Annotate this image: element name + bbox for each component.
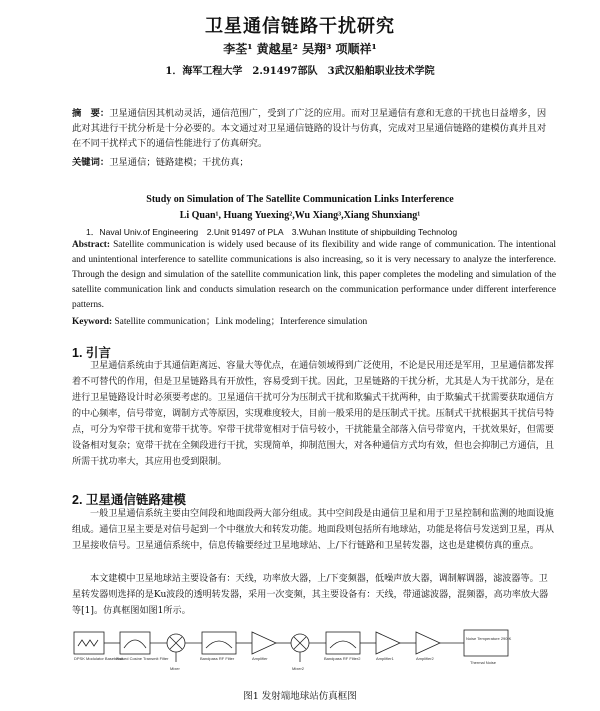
abstract-cn-text: 卫星通信因其机动灵活，通信范围广，受到了广泛的应用。而对卫星通信有意和无意的干扰也日益增多，因此对其进行干扰分析是十分必要的。本文通过对卫星通信链路的设计与仿真，完成对卫星通信链路的建模仿真并且对在不同干扰样式下的通信性能进行了仿真研究。 (72, 108, 547, 149)
label-noise-temperature: Noise Temperature 290 K (466, 636, 512, 641)
block-amplifier1 (376, 632, 400, 654)
block-dpsk-modulator (74, 632, 104, 654)
label-thermal-noise: Thermal Noise (470, 660, 497, 665)
authors-cn: 李荃¹ 黄越星² 吴翔³ 项顺祥¹ (223, 42, 377, 56)
block-noise-temperature (464, 630, 508, 656)
section-1-heading: 1. 引言 (72, 346, 111, 360)
abstract-en (72, 238, 556, 313)
section-2-heading: 2. 卫星通信链路建模 (72, 493, 186, 507)
keywords-en-text: Satellite communication；Link modeling；Interference simulation (114, 317, 368, 327)
label-bandpass-rf-filter: Bandpass RF Filter (200, 656, 235, 661)
keywords-cn-label: 关键词： (72, 157, 110, 168)
section-1-paragraph (72, 358, 556, 483)
label-bandpass-rf-filter2: Bandpass RF Filter2 (324, 656, 361, 661)
label-mixer: Mixer (170, 666, 180, 671)
keywords-en-label: Keyword: (72, 317, 113, 327)
label-raised-cosine: Raised Cosine Transmit Filter (116, 656, 169, 661)
section-2-text-1: 一般卫星通信系统主要由空间段和地面段两大部分组成。其中空间段是由通信卫星和用于卫星控制和监测的地面设施组成。通信卫星主要是对信号起到一个中继放大和转发功能。地面段则包括所有地球站，功能是将信号发送到卫星，再从卫星接收信号。卫星通信系统中，信息传输要经过卫星地球站、上/下行链路和卫星转发器，这也是建模仿真的重点。 (72, 509, 554, 551)
figure-1-caption: 图1 发射端地球站仿真框图 (243, 691, 357, 702)
paper-title: 卫星通信链路干扰研究 (205, 16, 395, 37)
figure-1-block-diagram (72, 622, 556, 684)
label-amplifier: Amplifier (252, 656, 268, 661)
affiliations-en: 1．Naval Univ.of Engineering 2.Unit 91497 of PLA 3.Wuhan Institute of shipbuilding Technolog (86, 227, 458, 237)
block-raised-cosine-filter (120, 632, 150, 654)
affiliations-cn: 1．海军工程大学 2.91497部队 3武汉船舶职业技术学院 (165, 66, 435, 77)
label-mixer2: Mixer2 (292, 666, 305, 671)
section-1-text: 卫星通信系统由于其通信距离远、容量大等优点，在通信领域得到广泛使用，不论是民用还是军用，卫星通信都发挥着不可替代的作用，但是卫星链路具有开放性，容易受到干扰。因此，卫星链路的干扰分析，尤其是人为干扰部分，是在进行卫星链路设计时必须要考虑的。卫星通信干扰可分为压制式干扰和欺骗式干扰两种，由于欺骗式干扰需要获取通信方的中心频率，信号带宽，调制方式等原因，实现难度较大，目前一般采用的是压制式干扰。压制式干扰根据其干扰信号特点，可分为窄带干扰和宽带干扰等。窄带干扰带宽相对于信号较小，干扰能量全部落入信号带宽内，干扰效果好，但需要设备相对复杂；宽带干扰在全频段进行干扰，实现简单，抑制范围大，对各种通信方式均有效，但也会抑制己方通信，且所需干扰功率大，其应用也受到限制。 (72, 361, 554, 467)
section-2-text-2: 本文建模中卫星地球站主要设备有：天线，功率放大器，上/下变频器，低噪声放大器，调制解调器，滤波器等。卫星转发器则选择的是Ku波段的透明转发器，采用一次变频，其主要设备有：天线，带通滤波器，混频器，高功率放大器等[1]。仿真框图如图1所示。 (72, 574, 549, 616)
section-2-paragraph-1 (72, 506, 556, 561)
keywords-cn (72, 155, 552, 170)
section-2-paragraph-2 (72, 571, 556, 618)
block-amplifier2 (416, 632, 440, 654)
block-amplifier (252, 632, 276, 654)
block-bandpass-rf-filter2 (326, 632, 360, 654)
label-amplifier1: Amplifier1 (376, 656, 394, 661)
abstract-en-label: Abstract: (72, 240, 111, 250)
label-dpsk-modulator: DPSK Modulator Baseband (74, 656, 123, 661)
paper-title-en: Study on Simulation of The Satellite Communication Links Interference (146, 194, 454, 205)
block-bandpass-rf-filter (202, 632, 236, 654)
authors-en: Li Quan¹, Huang Yuexing²,Wu Xiang³,Xiang Shunxiang¹ (179, 210, 421, 221)
abstract-en-text: Satellite communication is widely used because of its flexibility and wide range of communication. The intentional and unintentional interference to satellite communications is also increasing, so it is very necessary to analyze the interference. Through the design and simulation of the satellite communication link, this paper completes the modeling and simulation of the satellite communication link and conducts simulation research on the communication performance under different interference patterns. (72, 240, 557, 310)
keywords-en (72, 313, 556, 327)
abstract-cn-label: 摘 要： (72, 108, 110, 119)
abstract-cn (72, 106, 552, 151)
keywords-cn-text: 卫星通信；链路建模；干扰仿真； (109, 157, 249, 168)
label-amplifier2: Amplifier2 (416, 656, 434, 661)
